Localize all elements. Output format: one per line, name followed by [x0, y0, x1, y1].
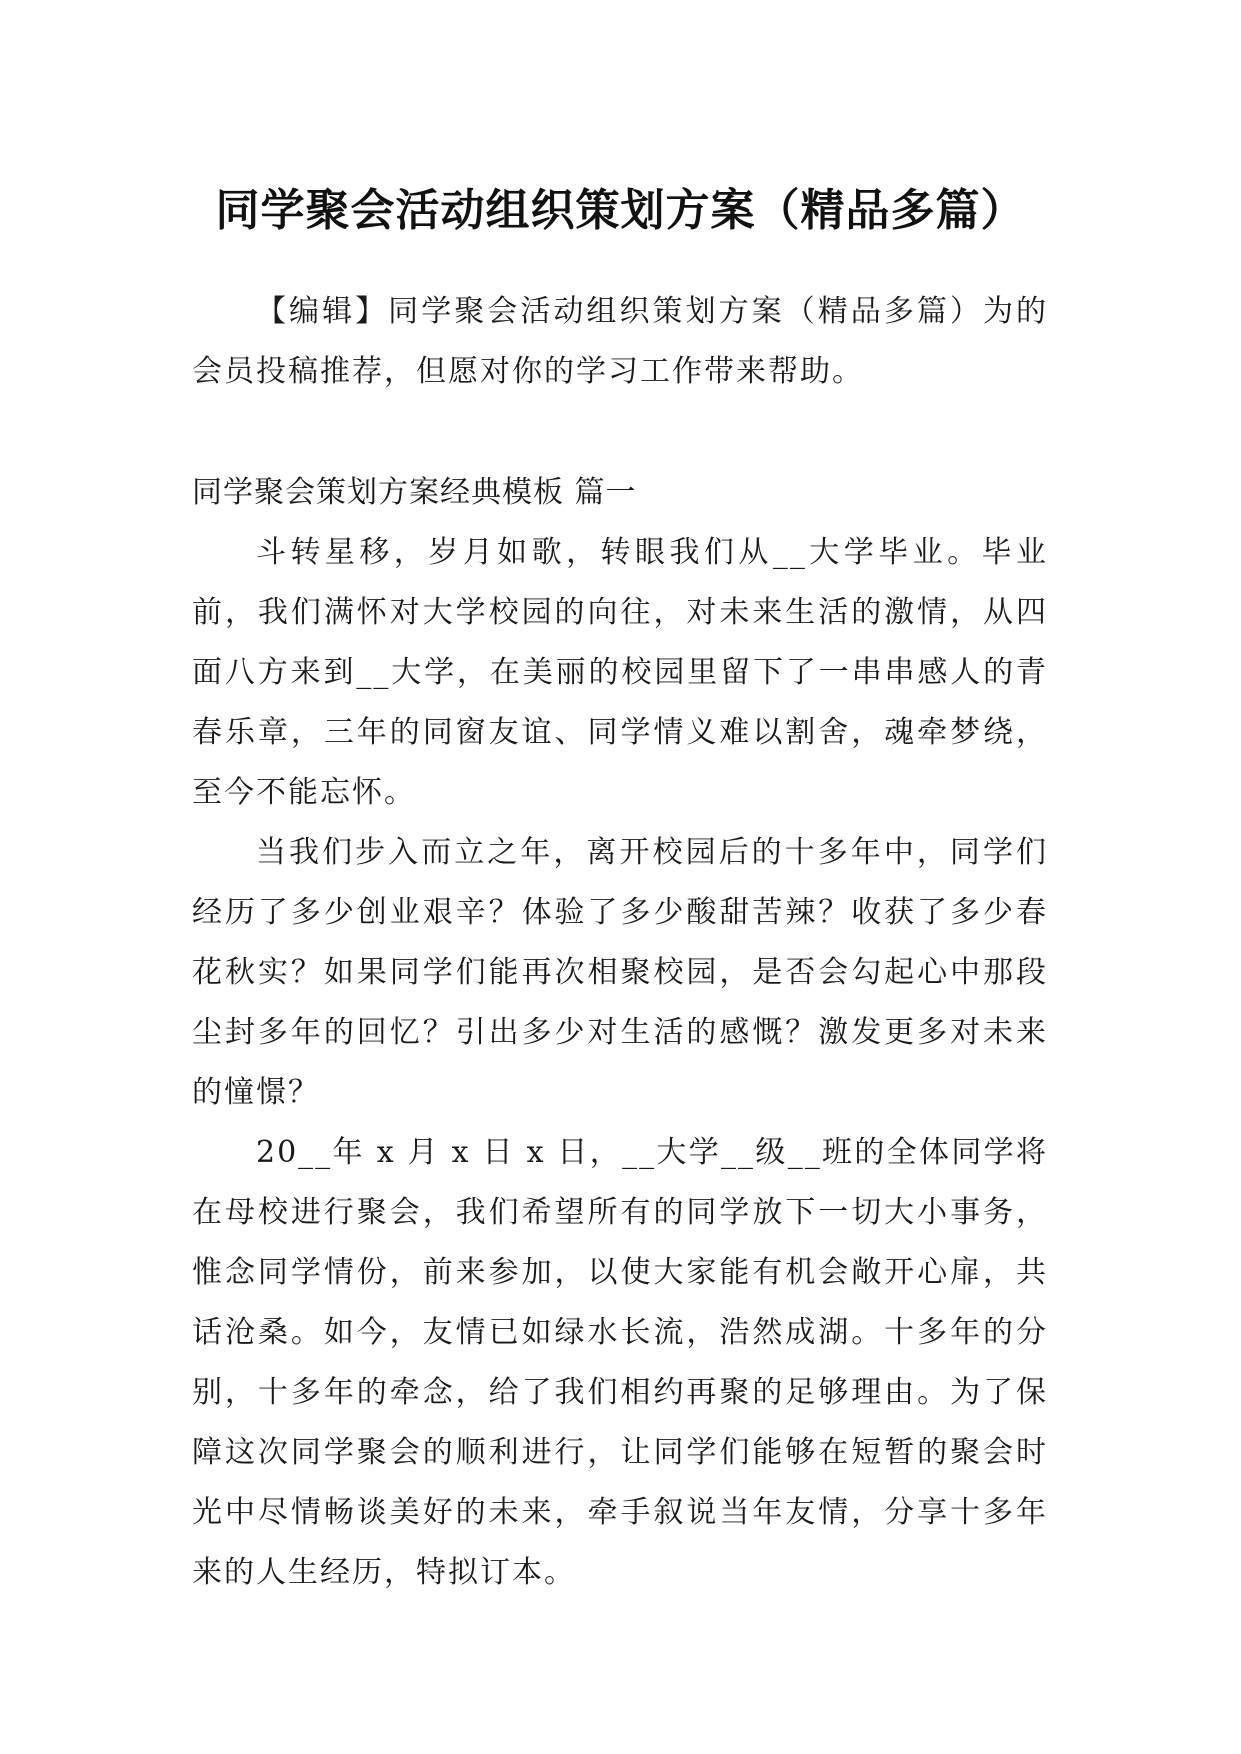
- body-paragraph: 20__年 x 月 x 日 x 日，__大学__级__班的全体同学将在母校进行聚会，我们希望所有的同学放下一切大小事务，惟念同学情份，前来参加，以使大家能有机会敞开心扉，共话沧桑。如今，友情已如绿水长流，浩然成湖。十多年的分别，十多年的牵念，给了我们相约再聚的足够理由。为了保障这次同学聚会的顺利进行，让同学们能够在短暂的聚会时光中尽情畅谈美好的未来，牵手叙说当年友情，分享十多年来的人生经历，特拟订本。: [192, 1135, 1048, 1590]
- intro-paragraph: 【编辑】同学聚会活动组织策划方案（精品多篇）为的会员投稿推荐，但愿对你的学习工作带来帮助。: [192, 294, 1048, 389]
- body-paragraph: 当我们步入而立之年，离开校园后的十多年中，同学们经历了多少创业艰辛？体验了多少酸甜苦辣？收获了多少春花秋实？如果同学们能再次相聚校园，是否会勾起心中那段尘封多年的回忆？引出多少对生活的感慨？激发更多对未来的憧憬？: [192, 835, 1048, 1110]
- body-paragraph: 斗转星移，岁月如歌，转眼我们从__大学毕业。毕业前，我们满怀对大学校园的向往，对未来生活的激情，从四面八方来到__大学，在美丽的校园里留下了一串串感人的青春乐章，三年的同窗友谊、同学情义难以割舍，魂牵梦绕，至今不能忘怀。: [192, 535, 1048, 810]
- document-title: 同学聚会活动组织策划方案（精品多篇）: [215, 185, 1026, 237]
- intro-block: [192, 282, 1048, 402]
- section-heading: 同学聚会策划方案经典模板 篇一: [192, 475, 637, 510]
- section-content: [192, 463, 1048, 1603]
